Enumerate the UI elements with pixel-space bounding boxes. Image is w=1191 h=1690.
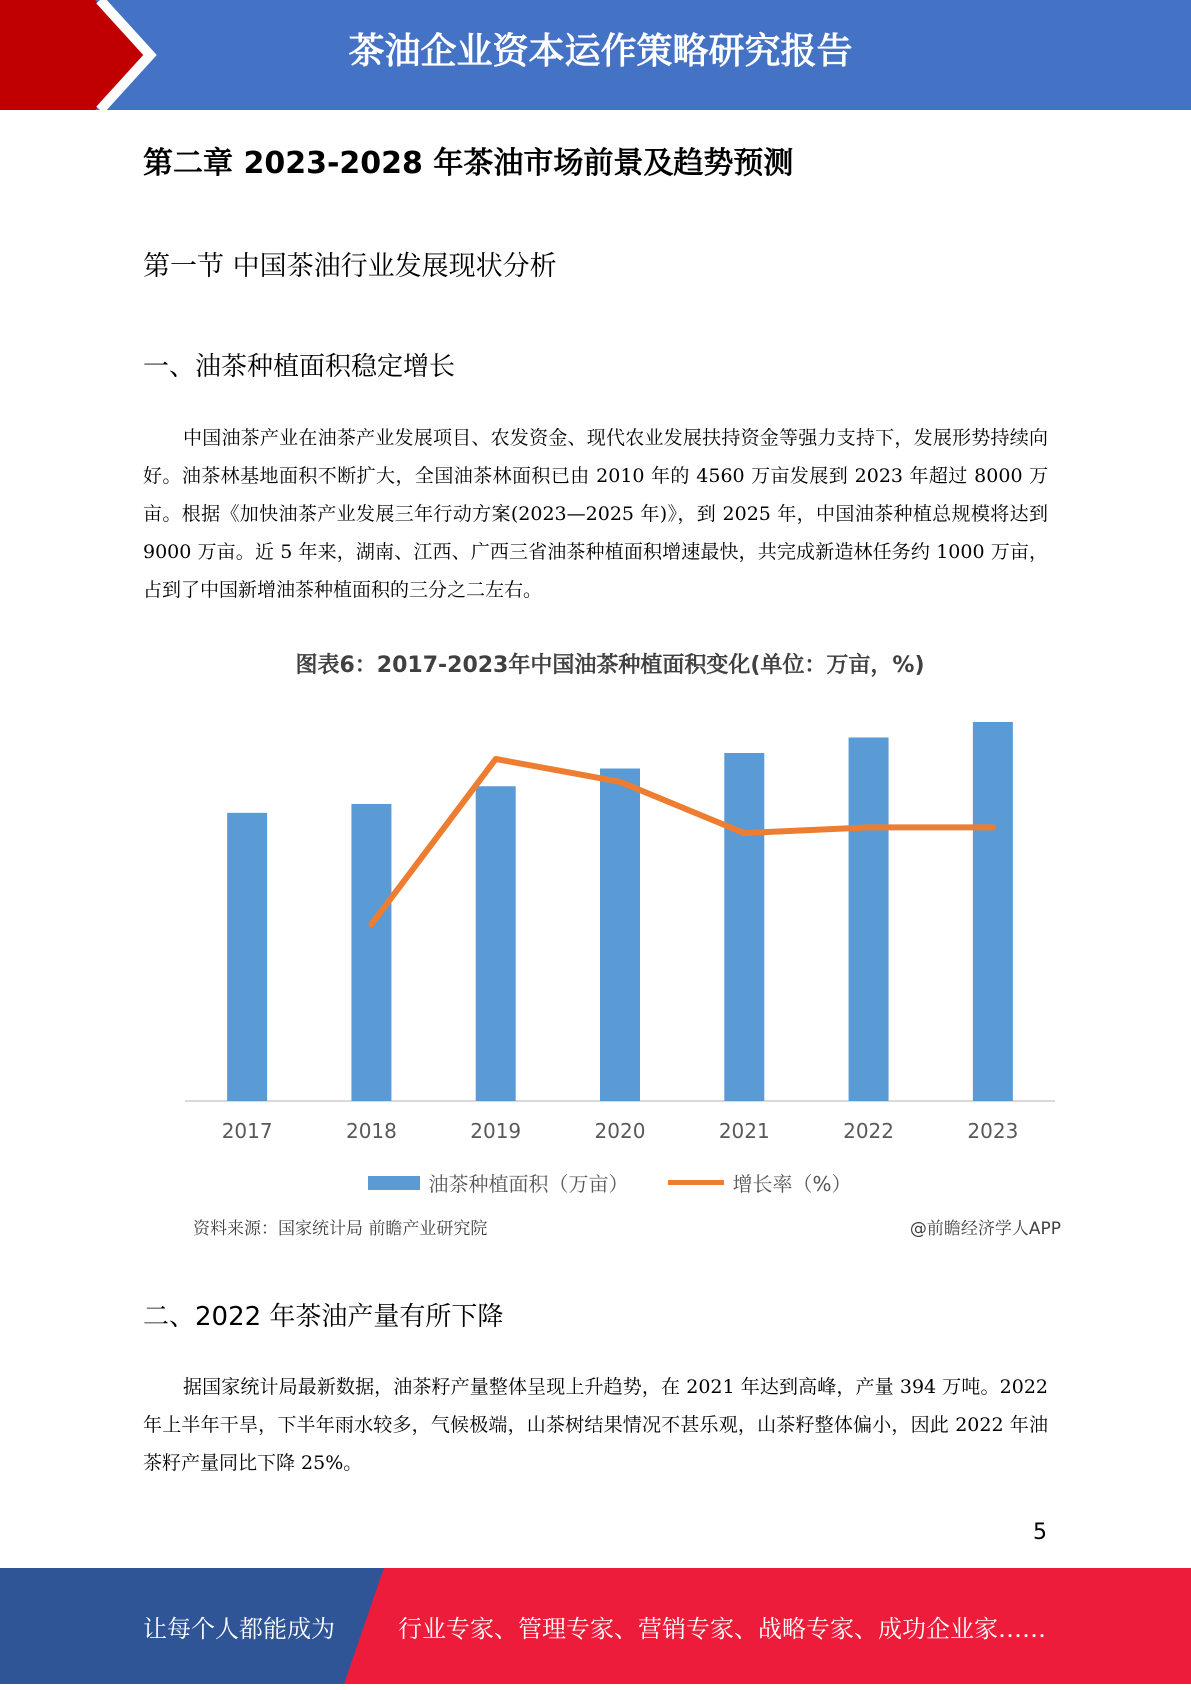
legend-bar-swatch	[368, 1176, 420, 1190]
chart-legend	[180, 1168, 1040, 1197]
bar-2017	[227, 813, 267, 1101]
x-tick-2020: 2020	[595, 1119, 646, 1143]
bar-2021	[724, 753, 764, 1101]
chapter-title: 第二章 2023-2028 年茶油市场前景及趋势预测	[143, 138, 793, 182]
section-title: 第一节 中国茶油行业发展现状分析	[143, 244, 557, 283]
x-tick-2018: 2018	[346, 1119, 397, 1143]
subsection-title-2: 二、2022 年茶油产量有所下降	[143, 1296, 503, 1333]
bar-2022	[849, 737, 889, 1101]
legend-line-label: 增长率（%）	[732, 1168, 851, 1197]
legend-line-swatch	[668, 1180, 724, 1185]
page-header	[0, 0, 1191, 110]
footer-slogan-right: 行业专家、管理专家、营销专家、战略专家、成功企业家……	[398, 1568, 1046, 1684]
chart-title: 图表6：2017-2023年中国油茶种植面积变化(单位：万亩，%)	[180, 648, 1040, 679]
growth-rate-line	[371, 759, 992, 924]
x-tick-2021: 2021	[719, 1119, 770, 1143]
chart-credit: @前瞻经济学人APP	[910, 1214, 1061, 1239]
page-footer	[0, 1568, 1191, 1684]
x-tick-2019: 2019	[470, 1119, 521, 1143]
subsection-title-1: 一、油茶种植面积稳定增长	[143, 346, 455, 383]
x-tick-2023: 2023	[967, 1119, 1018, 1143]
page-number: 5	[1033, 1520, 1047, 1545]
legend-item-bar	[368, 1168, 628, 1197]
planting-area-chart	[180, 690, 1060, 1160]
legend-item-line	[668, 1168, 851, 1197]
legend-bar-label: 油茶种植面积（万亩）	[428, 1168, 628, 1197]
paragraph-1: 中国油茶产业在油茶产业发展项目、农发资金、现代农业发展扶持资金等强力支持下，发展形势持续向好。油茶林基地面积不断扩大，全国油茶林面积已由 2010 年的 4560 万亩发展到 2023 年超过 8000 万亩。根据《加快油茶产业发展三年行动方案(2023—2025 年)》，到 2025 年，中国油茶种植总规模将达到 9000 万亩。近 5 年来，湖南、江西、广西三省油茶种植面积增速最快，共完成新造林任务约 1000 万亩，占到了中国新增油茶种植面积的三分之二左右。	[143, 419, 1048, 609]
paragraph-2: 据国家统计局最新数据，油茶籽产量整体呈现上升趋势，在 2021 年达到高峰，产量 394 万吨。2022 年上半年干旱，下半年雨水较多，气候极端，山茶树结果情况不甚乐观，山茶籽整体偏小，因此 2022 年油茶籽产量同比下降 25%。	[143, 1368, 1048, 1482]
x-tick-2017: 2017	[222, 1119, 273, 1143]
bar-2019	[476, 786, 516, 1101]
footer-slogan-left: 让每个人都能成为	[143, 1568, 335, 1684]
bar-2020	[600, 769, 640, 1102]
bar-2023	[973, 722, 1013, 1101]
chart-source: 资料来源：国家统计局 前瞻产业研究院	[193, 1214, 487, 1239]
bar-2018	[351, 804, 391, 1101]
x-tick-2022: 2022	[843, 1119, 894, 1143]
header-title: 茶油企业资本运作策略研究报告	[0, 0, 1191, 110]
